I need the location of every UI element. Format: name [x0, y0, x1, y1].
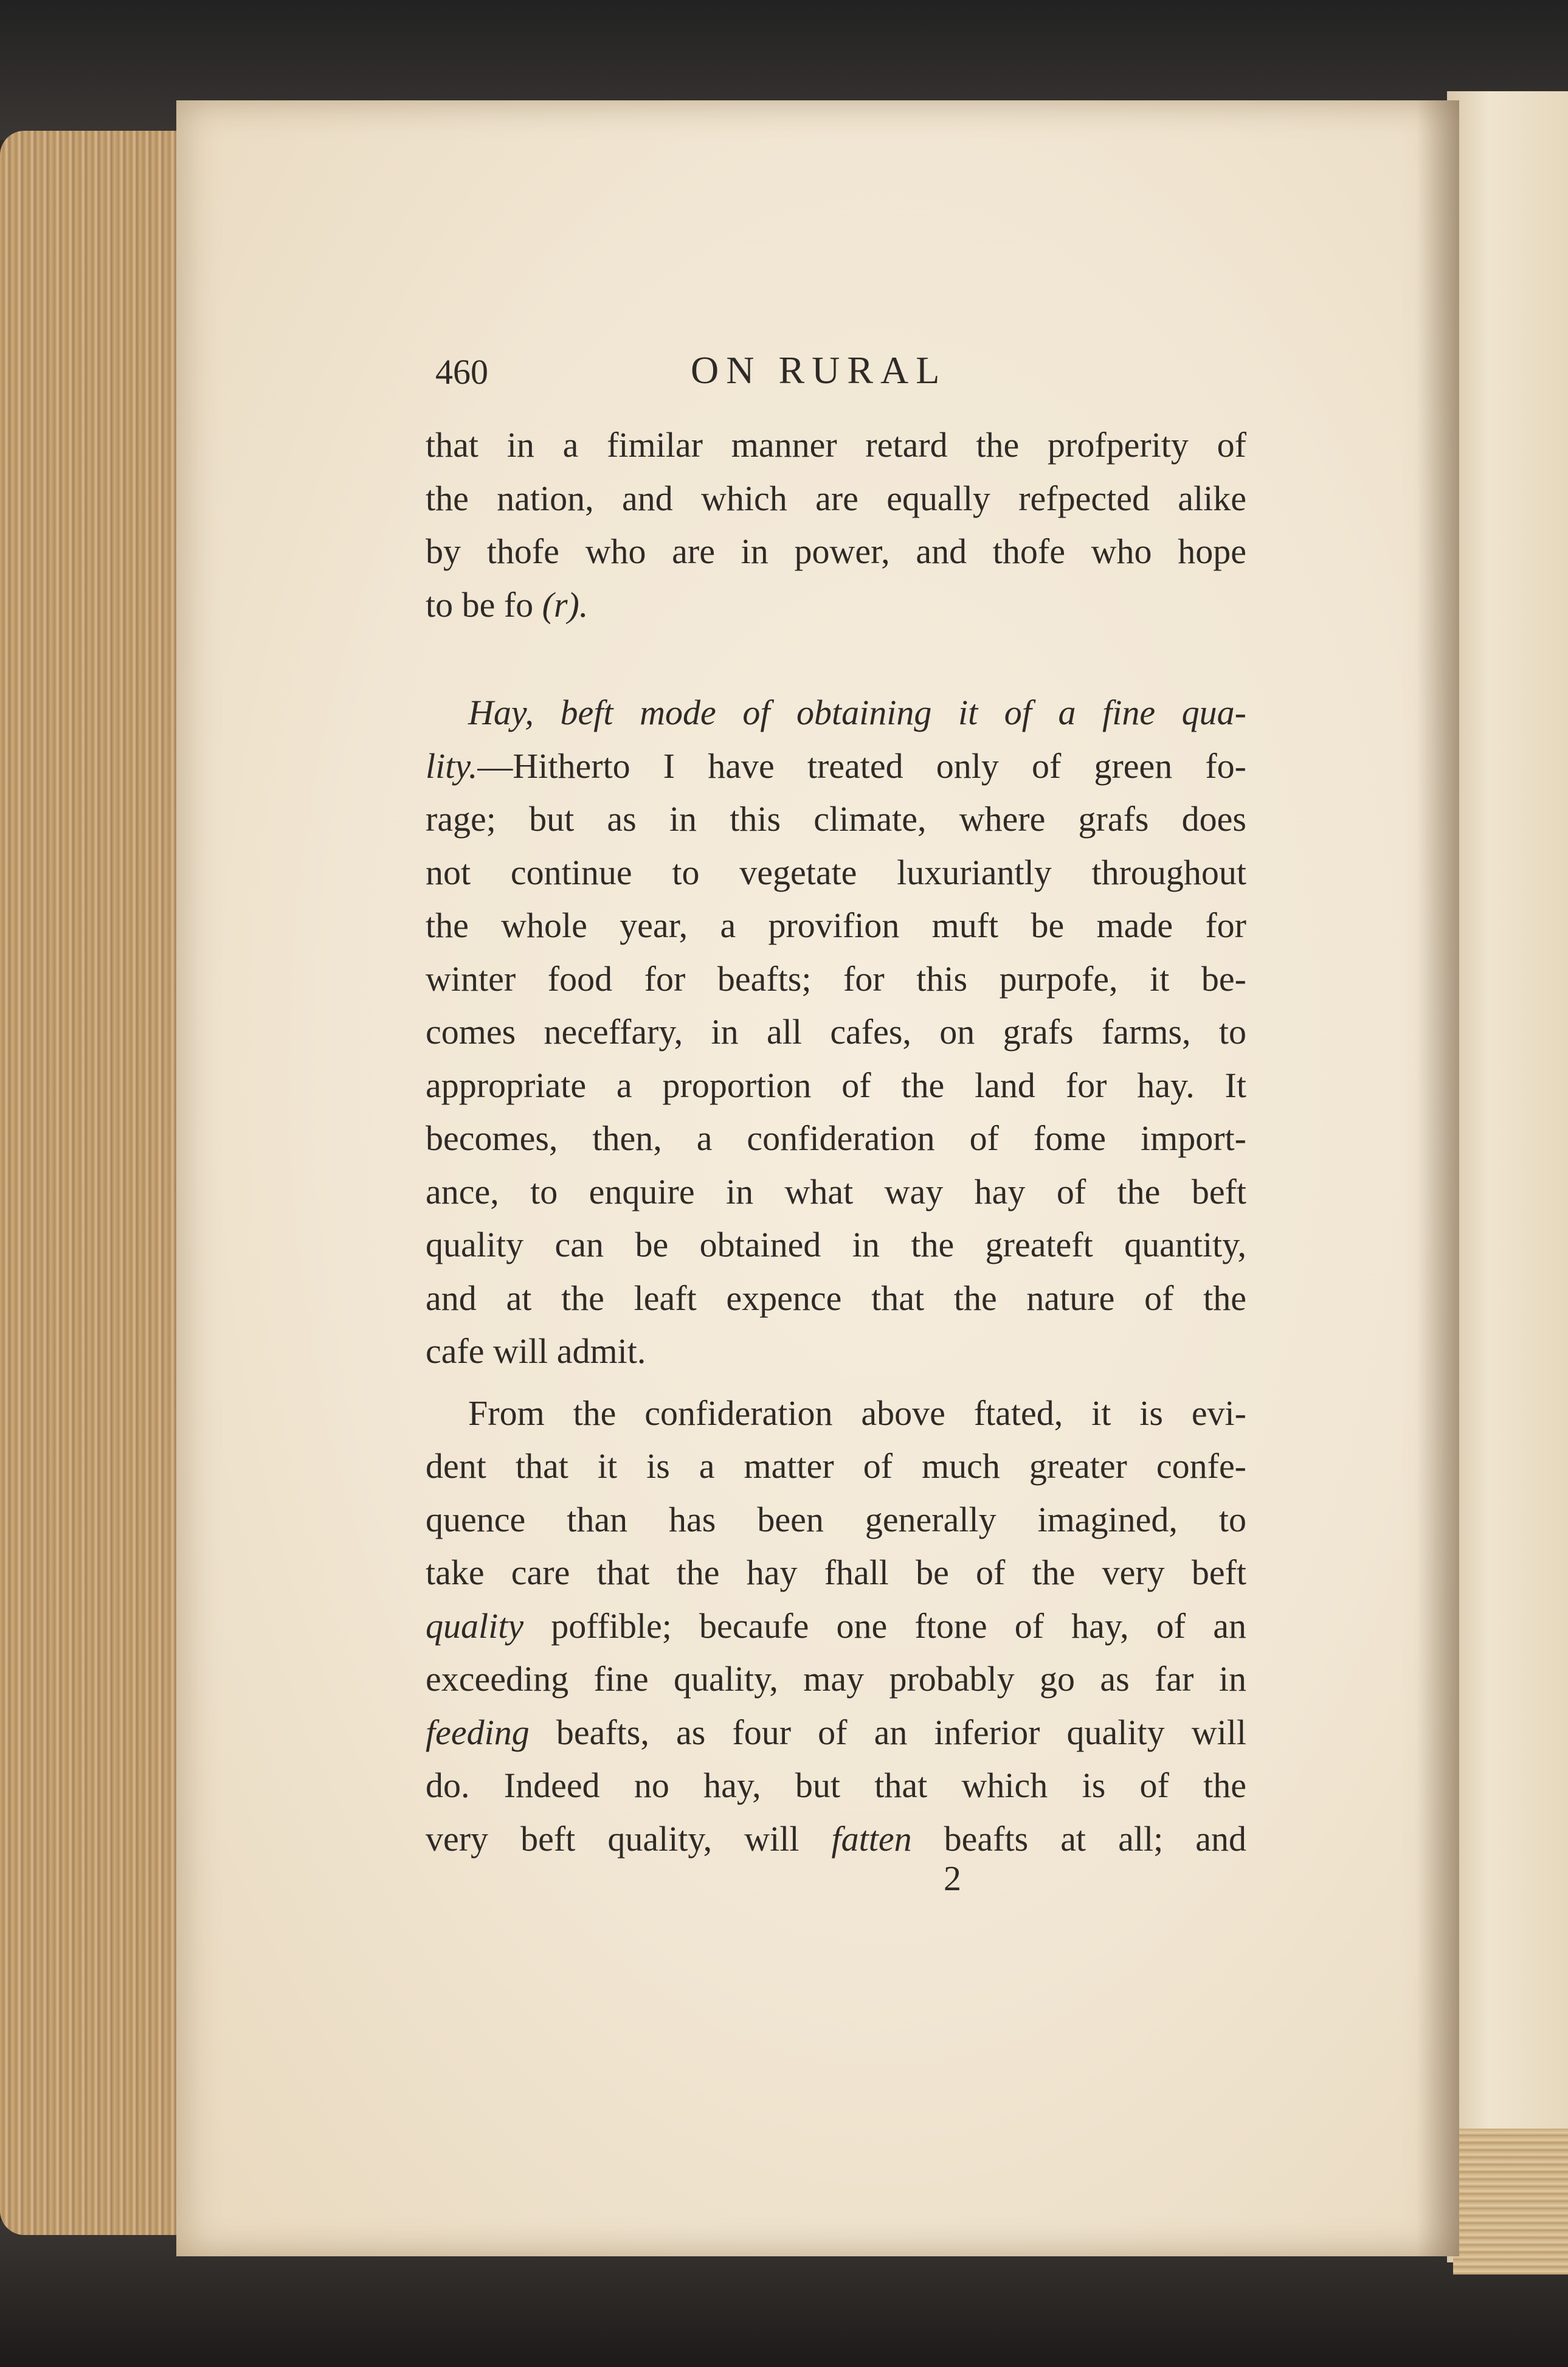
facing-page-stack [1453, 2129, 1568, 2275]
page-number: 460 [435, 352, 488, 392]
text-line: and at the leaft expence that the nature of the [426, 1278, 1246, 1318]
text-fragment: poffible; becaufe one ftone of hay, of an [523, 1606, 1246, 1646]
text-fragment: very beft quality, will [426, 1818, 832, 1859]
italic-word: quality [426, 1606, 524, 1646]
text-line: that in a fimilar manner retard the profperity of [426, 425, 1246, 465]
book-page-edges-left [0, 131, 195, 2235]
text-line: cafe will admit. [426, 1331, 646, 1371]
body-text [426, 418, 1246, 1865]
text-fragment: beafts, as four of an inferior quality will [529, 1712, 1246, 1752]
text-line [426, 1599, 1246, 1653]
text-line [426, 1812, 1246, 1866]
text-line: quence than has been generally imagined, to [426, 1499, 1246, 1539]
text-line [426, 686, 1246, 740]
text-line: winter food for beafts; for this purpofe, it be- [426, 958, 1246, 999]
text-line: the whole year, a provifion muft be made for [426, 906, 1246, 945]
text-line: rage; but as in this climate, where grafs does [426, 799, 1246, 839]
section-heading-end: lity. [426, 746, 478, 786]
italic-word: fatten [831, 1818, 912, 1859]
text-line: becomes, then, a confideration of fome import- [426, 1118, 1246, 1158]
text-line: dent that it is a matter of much greater confe- [426, 1446, 1246, 1486]
section-heading: Hay, beft mode of obtaining it of a fine qua- [468, 693, 1246, 732]
text-line: by thofe who are in power, and thofe who hope [426, 532, 1246, 571]
text-fragment: beafts at all; and [911, 1818, 1246, 1859]
text-fragment: to be fo [426, 584, 534, 625]
text-line: From the confideration above ftated, it is evi- [468, 1393, 1246, 1433]
text-line: not continue to vegetate luxuriantly throughout [426, 852, 1246, 892]
text-line: ance, to enquire in what way hay of the beft [426, 1171, 1246, 1211]
text-line: do. Indeed no hay, but that which is of the [426, 1766, 1246, 1805]
text-fragment: —Hitherto I have treated only of green fo- [477, 746, 1246, 786]
text-line: comes neceffary, in all cafes, on grafs farms, to [426, 1012, 1246, 1052]
catchword: 2 [944, 1859, 961, 1898]
text-line: quality can be obtained in the greateft quantity, [426, 1225, 1246, 1264]
page-header [435, 348, 1250, 403]
text-line [426, 1706, 1246, 1759]
italic-word: feeding [426, 1712, 530, 1752]
text-line: appropriate a proportion of the land for hay. It [426, 1065, 1246, 1105]
text-line: exceeding fine quality, may probably go as far in [426, 1659, 1246, 1699]
paragraph-1 [426, 418, 1246, 631]
facing-page-edge [1447, 91, 1568, 2262]
paragraph-gap [426, 631, 1246, 686]
text-line [426, 578, 1246, 632]
running-title: ON RURAL [691, 348, 947, 392]
footnote-reference: (r). [542, 584, 589, 625]
paragraph-2 [426, 686, 1246, 1378]
text-line [426, 740, 1246, 793]
text-line: the nation, and which are equally refpected alike [426, 478, 1246, 518]
paragraph-3 [426, 1387, 1246, 1866]
gutter-shadow [1417, 100, 1459, 2256]
paragraph-gap [426, 1378, 1246, 1387]
text-line: take care that the hay fhall be of the very beft [426, 1553, 1246, 1592]
